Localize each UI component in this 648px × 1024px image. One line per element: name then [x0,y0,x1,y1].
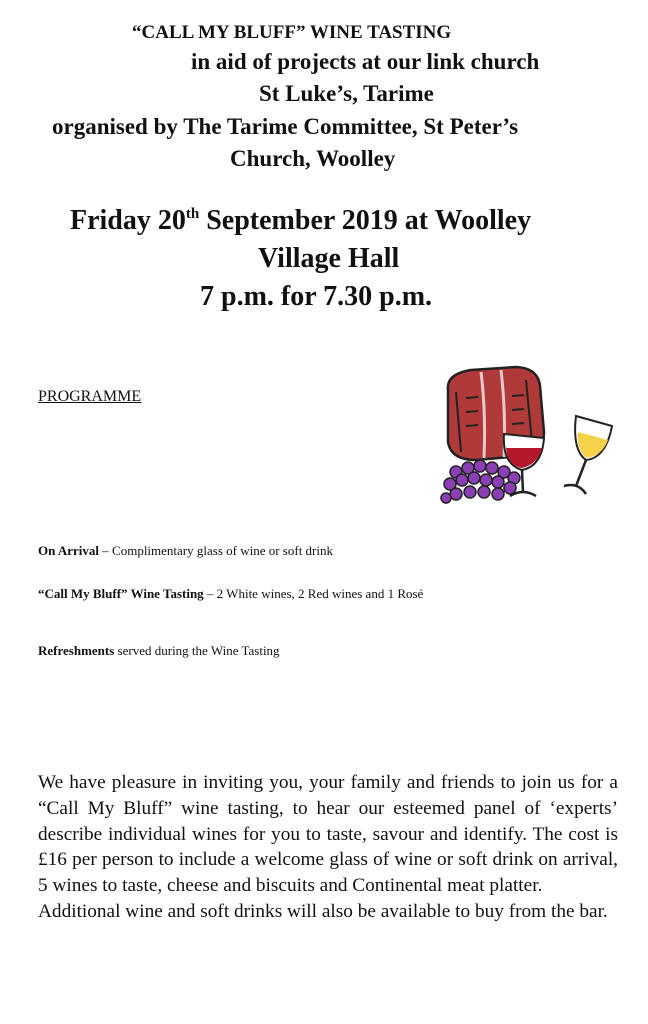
invitation-paragraph: We have pleasure in inviting you, your family and friends to join us for a “Call My Bluff” wine tasting, to hear our esteemed panel of ‘experts’ describe individual wines for you to taste, savour and identify. The cost is £16 per person to include a welcome glass of wine or soft drink on arrival, 5 wines to taste, cheese and biscuits and Continental meat platter. [38,772,618,897]
event-time: 7 p.m. for 7.30 p.m. [200,281,433,312]
programme-heading: PROGRAMME [38,388,142,405]
invitation-text [38,770,618,925]
invitation-paragraph-bar: Additional wine and soft drinks will also be available to buy from the bar. [38,900,608,922]
programme-item-tasting: “Call My Bluff” Wine Tasting – 2 White wines, 2 Red wines and 1 Rosé [38,586,424,601]
programme-item-arrival: On Arrival – Complimentary glass of wine or soft drink [38,543,333,558]
white-wine-glass-icon [564,416,612,494]
event-venue: Village Hall [258,243,400,274]
subtitle-organiser: organised by The Tarime Committee, St Peter’s [52,114,519,139]
event-date-suffix: th [185,206,200,222]
subtitle-organiser-cont: Church, Woolley [230,146,396,171]
event-date [70,205,531,237]
event-date-day: Friday 20 [70,205,186,236]
subtitle-church: St Luke’s, Tarime [259,81,434,106]
event-title: “CALL MY BLUFF” WINE TASTING [132,22,452,43]
subtitle-cause: in aid of projects at our link church [191,49,540,74]
programme-item-refreshments: Refreshments served during the Wine Tasting [38,643,280,658]
grapes-icon [441,460,520,503]
event-date-rest: September 2019 at Woolley [199,205,532,236]
wine-clipart [426,362,626,512]
